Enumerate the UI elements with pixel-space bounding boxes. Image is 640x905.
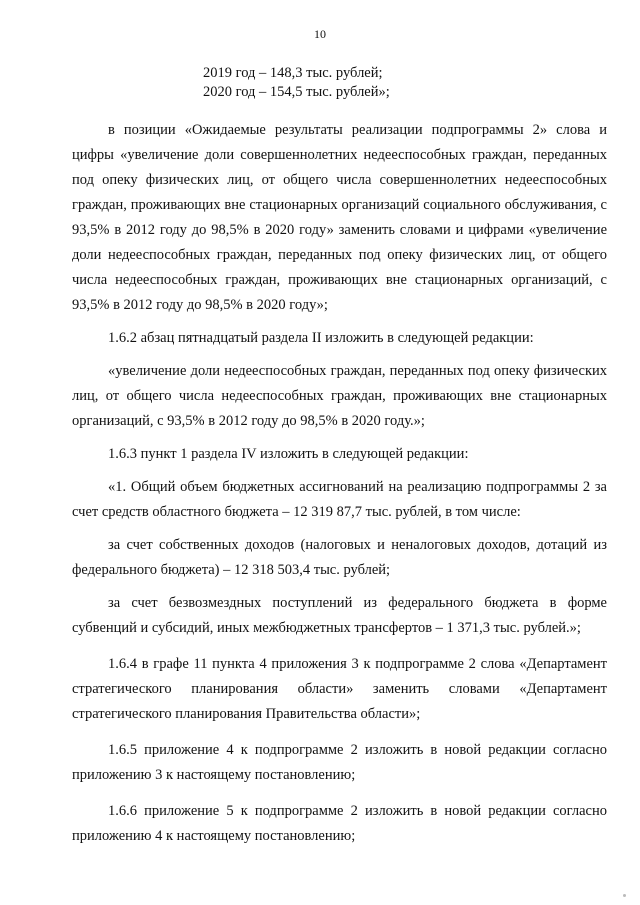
paragraph-1-6-2: 1.6.2 абзац пятнадцатый раздела II изложить в следующей редакции: [108,330,534,346]
paragraph-own-revenue: за счет собственных доходов (налоговых и неналоговых доходов, дотаций из федерального бюджета) – 12 318 503,4 тыс. рублей; [72,537,607,578]
paragraph-1-6-4: 1.6.4 в графе 11 пункта 4 приложения 3 к подпрограмме 2 слова «Департамент стратегического планирования области» заменить словами «Департамент стратегического планирования Правительства области»; [72,656,607,722]
paragraph-quote-share: «увеличение доли недееспособных граждан, переданных под опеку физических лиц, от общего числа недееспособных граждан, проживающих вне стационарных организаций, с 93,5% в 2012 году до 98,5% в 2020 году.»; [72,363,607,429]
paragraph-expected-results: в позиции «Ожидаемые результаты реализации подпрограммы 2» слова и цифры «увеличение доли совершеннолетних недееспособных граждан, переданных под опеку физических лиц, от общего числа совершеннолетних недееспособных граждан, проживающих вне стационарных организаций социального обслуживания, с 93,5% в 2012 году до 98,5% в 2020 году» заменить словами и цифрами «увеличение доли недееспособных граждан, переданных под опеку физических лиц, от общего числа недееспособных граждан, проживающих вне стационарных организаций, с 93,5% в 2012 году до 98,5% в 2020 году»; [72,122,607,313]
budget-lines [203,64,390,102]
paragraph-federal-transfers: за счет безвозмездных поступлений из федерального бюджета в форме субвенций и субсидий, иных межбюджетных трансфертов – 1 371,3 тыс. рублей.»; [72,595,607,636]
paragraph-1-6-3: 1.6.3 пункт 1 раздела IV изложить в следующей редакции: [108,446,469,462]
budget-line-2019: 2019 год – 148,3 тыс. рублей; [203,65,383,81]
paragraph-total-budget: «1. Общий объем бюджетных ассигнований на реализацию подпрограммы 2 за счет средств областного бюджета – 12 319 87,7 тыс. рублей, в том числе: [72,479,607,520]
paragraph-1-6-6: 1.6.6 приложение 5 к подпрограмме 2 изложить в новой редакции согласно приложению 4 к настоящему постановлению; [72,803,607,844]
document-body [72,118,607,849]
page-number: 10 [314,27,326,41]
scan-speck [623,894,626,897]
budget-line-2020: 2020 год – 154,5 тыс. рублей»; [203,84,390,100]
paragraph-1-6-5: 1.6.5 приложение 4 к подпрограмме 2 изложить в новой редакции согласно приложению 3 к настоящему постановлению; [72,742,607,783]
